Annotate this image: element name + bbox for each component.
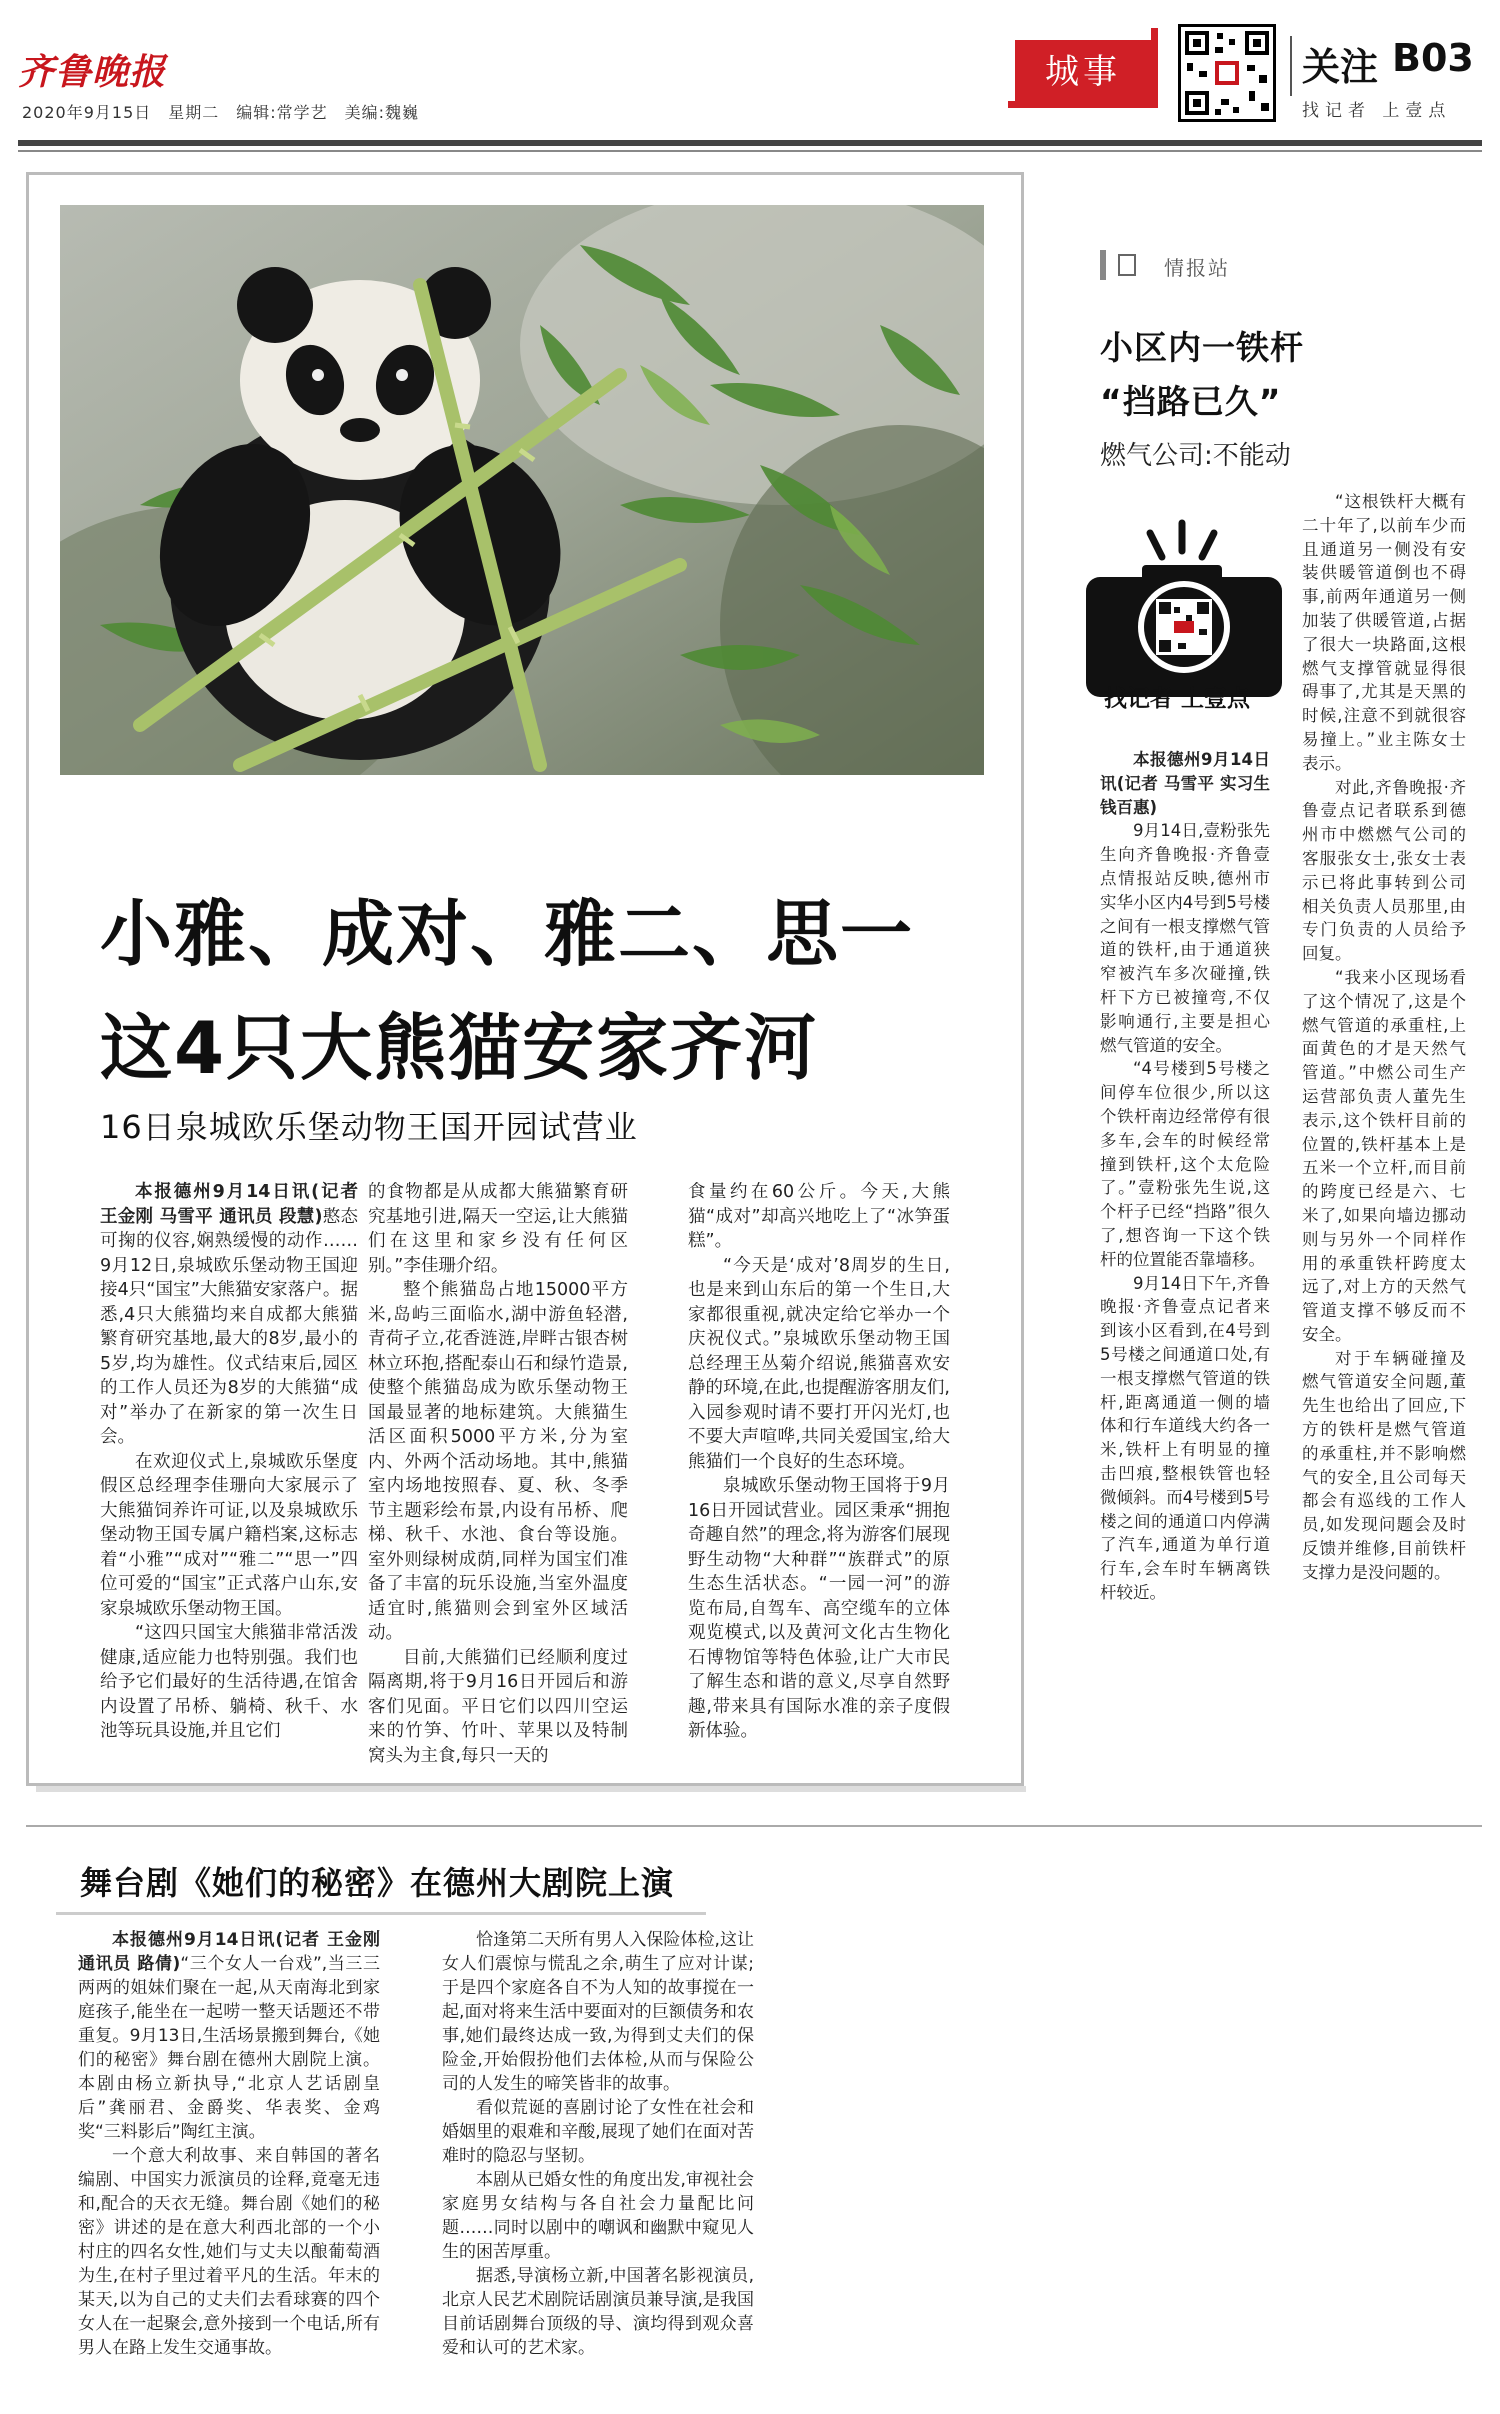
tip-subhead: 燃气公司:不能动 <box>1100 441 1291 471</box>
main-story-paragraph: 泉城欧乐堡动物王国将于9月16日开园试营业。园区秉承“拥抱奇趣自然”的理念,将为游客们展现野生动物“大种群”“族群式”的原生态生活状态。“一园一河”的游览布局,自驾车、高空缆车的立体观览模式,以及黄河文化古生物化石博物馆等特色体验,让广大市民了解生态和谐的意义,尽享自然野趣,带来具有国际水准的亲子度假新体验。 <box>688 1476 950 1741</box>
main-story-paragraph: 食量约在60公斤。今天,大熊猫“成对”却高兴地吃上了“冰笋蛋糕”。 <box>688 1182 950 1251</box>
page-number: B03 <box>1392 36 1474 80</box>
tip-story-column-2 <box>1302 490 1466 1585</box>
bottom-story-paragraph: 据悉,导演杨立新,中国著名影视演员,北京人民艺术剧院话剧演员兼导演,是我国目前话剧舞台顶级的导、演均得到观众喜爱和认可的艺术家。 <box>442 2266 754 2358</box>
bottom-story-rule <box>26 1825 1482 1827</box>
tip-story-paragraph: 对此,齐鲁晚报·齐鲁壹点记者联系到德州市中燃燃气公司的客服张女士,张女士表示已将此事转到公司相关负责人员那里,由专门负责的人员给予回复。 <box>1302 777 1466 964</box>
section-tab: 城事 <box>1015 40 1151 104</box>
main-story-shadow <box>36 1786 1026 1792</box>
main-story-column-1 <box>100 1180 358 1744</box>
tip-story-column-1 <box>1100 748 1270 1605</box>
main-story-paragraph: “这四只国宝大熊猫非常活泼健康,适应能力也特别强。我们也给予它们最好的生活待遇,在馆舍内设置了吊桥、躺椅、秋千、水池等玩具设施,并且它们 <box>100 1623 358 1741</box>
tip-headline-line-2: “挡路已久” <box>1100 382 1282 421</box>
bottom-headline-underline <box>56 1912 706 1915</box>
qr-code-icon <box>1178 24 1276 122</box>
tip-story-paragraph: 9月14日,壹粉张先生向齐鲁晚报·齐鲁壹点情报站反映,德州市实华小区内4号到5号楼之间有一根支撑燃气管道的铁杆,由于通道狭窄被汽车多次碰撞,铁杆下方已被撞弯,不仅影响通行,主要是担心燃气管道的安全。 <box>1100 821 1270 1055</box>
masthead-rule-thin <box>18 150 1482 152</box>
follow-subtitle: 找记者 上壹点 <box>1302 101 1452 121</box>
bottom-story-paragraph: 一个意大利故事、来自韩国的著名编剧、中国实力派演员的诠释,竟毫无违和,配合的天衣无缝。舞台剧《她们的秘密》讲述的是在意大利西北部的一个小村庄的四名女性,她们与丈夫以酿葡萄酒为生,在村子里过着平凡的生活。年末的某天,以为自己的丈夫们去看球赛的四个女人在一起聚会,意外接到一个电话,所有男人在路上发生交通事故。 <box>78 2146 380 2358</box>
main-story-column-2 <box>368 1180 628 1768</box>
tip-tag: 情报站 <box>1164 256 1230 280</box>
tip-story-paragraph: “这根铁杆大概有二十年了,以前车少而且通道另一侧没有安装供暖管道倒也不碍事,前两年通道另一侧加装了供暖管道,占据了很大一块路面,这根燃气支撑管就显得很碍事了,尤其是天黑的时候,注意不到就很容易撞上。”业主陈女士表示。 <box>1302 492 1466 773</box>
tip-story-paragraph: “我来小区现场看了这个情况了,这是个燃气管道的承重柱,上面黄色的才是天然气管道。”中燃公司生产运营部负责人董先生表示,这个铁杆目前的位置的,铁杆基本上是五米一个立杆,而目前的跨度已经是六、七米了,如果向墙边挪动则与另外一个同样作用的承重铁杆跨度太远了,对上方的天然气管道支撑不够反而不安全。 <box>1302 967 1466 1344</box>
bottom-story-paragraph: 本剧从已婚女性的角度出发,审视社会家庭男女结构与各自社会力量配比问题……同时以剧中的嘲讽和幽默中窥见人生的困苦厚重。 <box>442 2170 754 2262</box>
follow-label: 关注 <box>1302 45 1379 89</box>
main-story-paragraph: 整个熊猫岛占地15000平方米,岛屿三面临水,湖中游鱼轻潜,青荷孑立,花香涟涟,岸畔古银杏树林立环抱,搭配泰山石和绿竹造景,使整个熊猫岛成为欧乐堡动物王国最显著的地标建筑。大熊猫生活区面积5000平方米,分为室内、外两个活动场地。其中,熊猫室内场地按照春、夏、秋、冬季节主题彩绘布景,内设有吊桥、爬梯、秋千、水池、食台等设施。室外则绿树成荫,同样为国宝们准备了丰富的玩乐设施,当室外温度适宜时,熊猫则会到室外区域活动。 <box>368 1280 628 1643</box>
bottom-story-column-2 <box>442 1928 754 2360</box>
panda-photo <box>60 205 984 775</box>
main-story-paragraph: “今天是‘成对’8周岁的生日,也是来到山东后的第一个生日,大家都很重视,就决定给它举办一个庆祝仪式。”泉城欧乐堡动物王国总经理王丛菊介绍说,熊猫喜欢安静的环境,在此,也提醒游客朋友们,入园参观时请不要打开闪光灯,也不要大声喧哗,共同关爱国宝,给大熊猫们一个良好的生态环境。 <box>688 1255 950 1472</box>
main-story-paragraph: 目前,大熊猫们已经顺利度过隔离期,将于9月16日开园后和游客们见面。平日它们以四川空运来的竹笋、竹叶、苹果以及特制窝头为主食,每只一天的 <box>368 1647 628 1766</box>
main-story-paragraph: 在欢迎仪式上,泉城欧乐堡度假区总经理李佳珊向大家展示了大熊猫饲养许可证,以及泉城欧乐堡动物王国专属户籍档案,这标志着“小雅”“成对”“雅二”“思一”四位可爱的“国宝”正式落户山东,安家泉城欧乐堡动物王国。 <box>100 1451 358 1619</box>
bottom-story-paragraph: “三个女人一台戏”,当三三两两的姐妹们聚在一起,从天南海北到家庭孩子,能坐在一起唠一整天话题还不带重复。9月13日,生活场景搬到舞台,《她们的秘密》舞台剧在德州大剧院上演。本剧由杨立新执导,“北京人艺话剧皇后”龚丽君、金爵奖、华表奖、金鸡奖“三料影后”陶红主演。 <box>78 1954 380 2142</box>
main-story-byline: 本报德州9月14日讯(记者 王金刚 马雪平 通讯员 段慧) <box>100 1182 358 1227</box>
bottom-story-paragraph: 恰逢第二天所有男人入保险体检,这让女人们震惊与慌乱之余,萌生了应对计谋;于是四个家庭各自不为人知的故事搅在一起,面对将来生活中要面对的巨额债务和农事,她们最终达成一致,为得到丈夫们的保险金,开始假扮他们去体检,从而与保险公司的人发生的啼笑皆非的故事。 <box>442 1930 754 2094</box>
bottom-story-column-1 <box>78 1928 380 2360</box>
main-story-paragraph: 的食物都是从成都大熊猫繁育研究基地引进,隔天一空运,让大熊猫们在这里和家乡没有任何区别。”李佳珊介绍。 <box>368 1182 628 1276</box>
masthead-logo: 齐鲁晚报 <box>18 51 167 93</box>
main-headline-line-2: 这4只大熊猫安家齐河 <box>100 1006 819 1090</box>
main-story-column-3 <box>688 1180 950 1744</box>
camera-label: 找记者 上壹点 <box>1104 686 1251 712</box>
tip-story-paragraph: 对于车辆碰撞及燃气管道安全问题,董先生也给出了回应,下方的铁杆是燃气管道的承重柱,并不影响燃气的安全,且公司每天都会有巡线的工作人员,如发现问题会及时反馈并维修,目前铁杆支撑力是没问题的。 <box>1302 1348 1466 1582</box>
masthead-rule <box>18 140 1482 146</box>
masthead-date-line: 2020年9月15日 星期二 编辑:常学艺 美编:魏巍 <box>22 103 420 122</box>
main-story-paragraph: 憨态可掬的仪容,娴熟缓慢的动作……9月12日,泉城欧乐堡动物王国迎接4只“国宝”大熊猫安家落户。据悉,4只大熊猫均来自成都大熊猫繁育研究基地,最大的8岁,最小的5岁,均为雄性。仪式结束后,园区的工作人员还为8岁的大熊猫“成对”举办了在新家的第一次生日会。 <box>100 1206 358 1447</box>
tip-story-paragraph: 9月14日下午,齐鲁晚报·齐鲁壹点记者来到该小区看到,在4号到5号楼之间通道口处,有一根支撑燃气管道的铁杆,距离通道一侧的墙体和行车道线大约各一米,铁杆上有明显的撞击凹痕,整根铁管也轻微倾斜。而4号楼到5号楼之间的通道口内停满了汽车,通道为单行道行车,会车时车辆离铁杆较近。 <box>1100 1273 1270 1602</box>
main-headline-line-1: 小雅、成对、雅二、思一 <box>100 892 915 976</box>
bottom-story-paragraph: 看似荒诞的喜剧讨论了女性在社会和婚姻里的艰难和辛酸,展现了她们在面对苦难时的隐忍与坚韧。 <box>442 2098 754 2166</box>
bottom-story-byline: 本报德州9月14日讯(记者 王金刚 通讯员 路倩) <box>78 1930 380 1974</box>
main-subhead: 16日泉城欧乐堡动物王国开园试营业 <box>100 1108 638 1146</box>
document-icon <box>1118 254 1136 276</box>
masthead-divider <box>1290 36 1292 96</box>
tip-story-paragraph: “4号楼到5号楼之间停车位很少,所以这个铁杆南边经常停有很多车,会车的时候经常撞到铁杆,这个太危险了。”壹粉张先生说,这个杆子已经“挡路”很久了,想咨询一下这个铁杆的位置能否靠墙移。 <box>1100 1059 1270 1269</box>
bottom-headline: 舞台剧《她们的秘密》在德州大剧院上演 <box>80 1864 675 1902</box>
tip-headline-line-1: 小区内一铁杆 <box>1100 328 1304 367</box>
tip-story-byline: 本报德州9月14日讯(记者 马雪平 实习生 钱百惠) <box>1100 750 1270 817</box>
